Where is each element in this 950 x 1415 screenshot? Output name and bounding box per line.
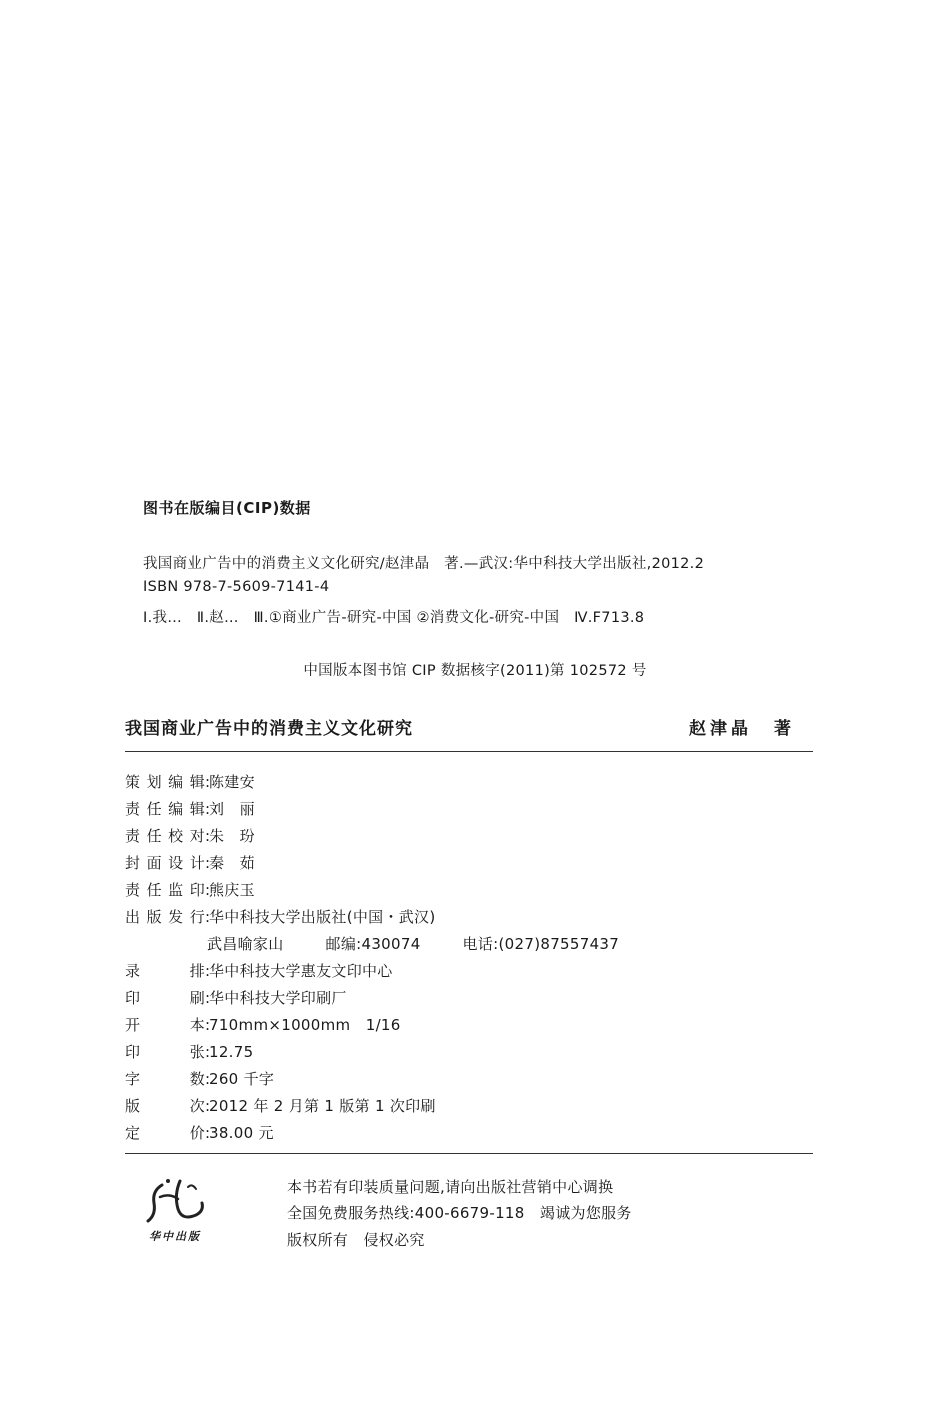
credit-label: 封 面 设 计: [125, 854, 205, 872]
spec-label: 开 本: [125, 1016, 205, 1034]
credit-row: 出 版 发 行 : 华中科技大学出版社(中国・武汉): [125, 904, 813, 931]
spec-value: 12.75: [209, 1043, 254, 1061]
book-author: [689, 714, 813, 739]
spec-value: 710mm×1000mm 1/16: [209, 1016, 401, 1034]
spec-row: 开 本 : 710mm×1000mm 1/16: [125, 1012, 813, 1039]
credit-label: 出 版 发 行: [125, 908, 205, 926]
bottom-divider: [125, 1153, 813, 1154]
imprint-details: [125, 769, 813, 1147]
spec-value: 2012 年 2 月第 1 版第 1 次印刷: [209, 1097, 436, 1115]
cip-record-line: 我国商业广告中的消费主义文化研究/赵津晶 著.—武汉:华中科技大学出版社,2012.2: [143, 556, 705, 572]
credit-value: 刘 丽: [209, 800, 255, 818]
spec-value: 华中科技大学惠友文印中心: [209, 962, 393, 980]
spec-value: 华中科技大学印刷厂: [209, 989, 347, 1007]
phone-label: 电话:: [462, 935, 499, 953]
credit-row: 责 任 监 印 : 熊庆玉: [125, 877, 813, 904]
cip-subject-classification: Ⅰ.我… Ⅱ.赵… Ⅲ.①商业广告-研究-中国 ②消费文化-研究-中国 Ⅳ.F713.8: [143, 610, 645, 626]
spec-label: 印 张: [125, 1043, 205, 1061]
publisher-location: 武昌喻家山: [207, 935, 284, 953]
postcode-label: 邮编:: [325, 935, 362, 953]
spec-value: 38.00 元: [209, 1124, 274, 1142]
spec-label: 录 排: [125, 962, 205, 980]
credit-row: 封 面 设 计 : 秦 茹: [125, 850, 813, 877]
credit-row: 责 任 校 对 : 朱 玢: [125, 823, 813, 850]
notice-quality: 本书若有印装质量问题,请向出版社营销中心调换: [287, 1178, 614, 1196]
postcode: 430074: [361, 935, 421, 953]
author-role: 著: [774, 719, 795, 739]
credit-label: 责 任 校 对: [125, 827, 205, 845]
top-divider: [125, 751, 813, 752]
spec-row: 版 次 : 2012 年 2 月第 1 版第 1 次印刷: [125, 1093, 813, 1120]
credit-value: 熊庆玉: [209, 881, 255, 899]
credit-value: 朱 玢: [209, 827, 255, 845]
notice-hotline: 全国免费服务热线:400-6679-118 竭诚为您服务: [287, 1204, 632, 1222]
phone: (027)87557437: [498, 935, 620, 953]
credit-label: 责 任 监 印: [125, 881, 205, 899]
notice-copyright: 版权所有 侵权必究: [287, 1231, 425, 1249]
spec-row: 印 张 : 12.75: [125, 1039, 813, 1066]
credit-label: 责 任 编 辑: [125, 800, 205, 818]
spec-label: 字 数: [125, 1070, 205, 1088]
spec-label: 版 次: [125, 1097, 205, 1115]
publisher-logo-text: 华中出版: [149, 1230, 201, 1243]
cip-isbn: ISBN 978-7-5609-7141-4: [143, 579, 330, 595]
credit-row: 策 划 编 辑 : 陈建安: [125, 769, 813, 796]
credit-row: 责 任 编 辑 : 刘 丽: [125, 796, 813, 823]
spec-label: 定 价: [125, 1124, 205, 1142]
cip-heading: 图书在版编目(CIP)数据: [143, 499, 311, 517]
author-name: 赵津晶: [689, 719, 752, 739]
cip-approval-number: 中国版本图书馆 CIP 数据核字(2011)第 102572 号: [303, 663, 647, 679]
credit-value: 陈建安: [209, 773, 255, 791]
book-title-row: [125, 714, 813, 739]
book-title: 我国商业广告中的消费主义文化研究: [125, 719, 413, 739]
spec-row: 录 排 : 华中科技大学惠友文印中心: [125, 958, 813, 985]
spec-row: 字 数 : 260 千字: [125, 1066, 813, 1093]
spec-row: 定 价 : 38.00 元: [125, 1120, 813, 1147]
credit-label: 策 划 编 辑: [125, 773, 205, 791]
credit-value: 华中科技大学出版社(中国・武汉): [209, 908, 436, 926]
credit-value: 秦 茹: [209, 854, 255, 872]
publisher-address-row: [125, 931, 813, 958]
spec-value: 260 千字: [209, 1070, 275, 1088]
spec-row: 印 刷 : 华中科技大学印刷厂: [125, 985, 813, 1012]
spec-label: 印 刷: [125, 989, 205, 1007]
